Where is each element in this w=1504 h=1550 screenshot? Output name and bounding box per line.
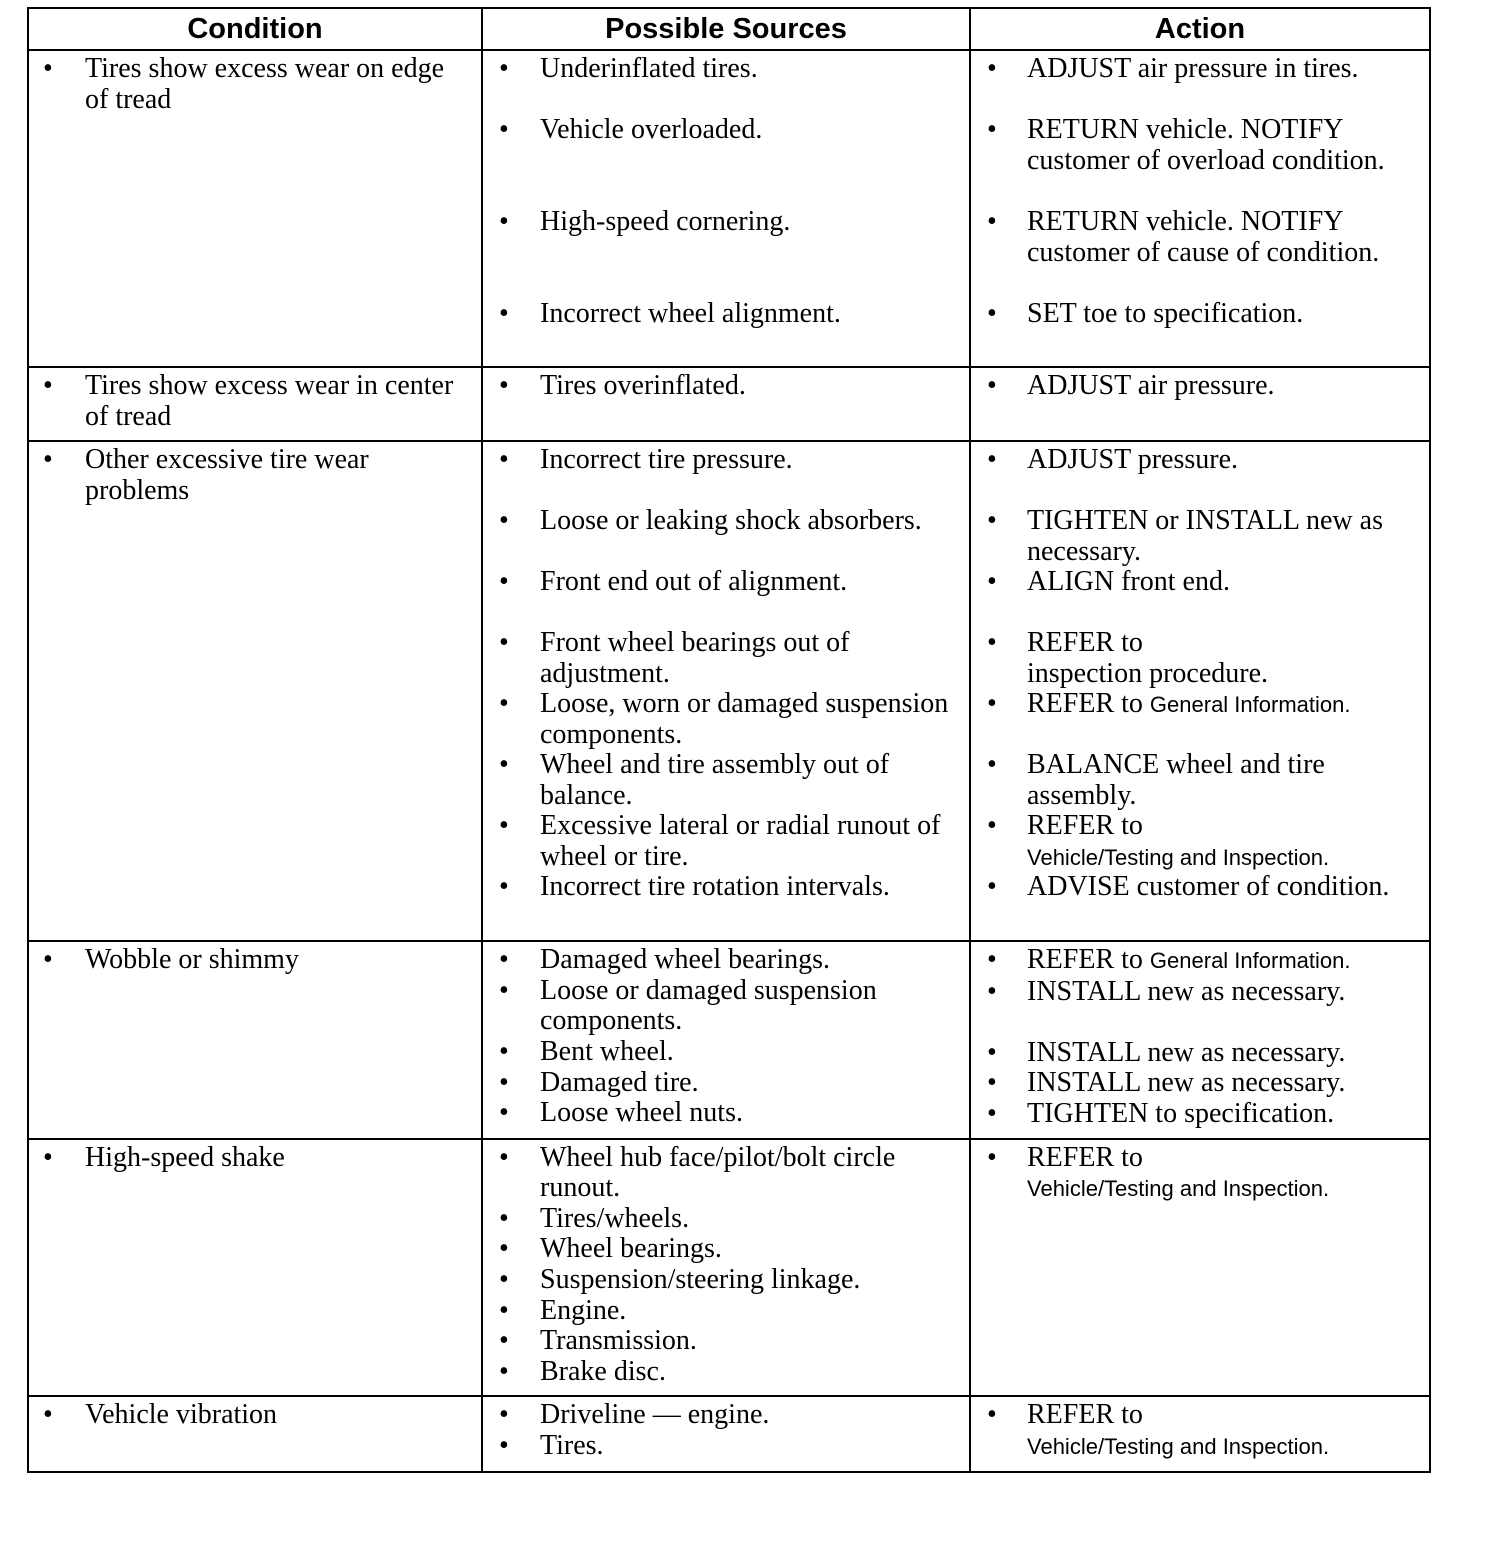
action-item xyxy=(971,811,1429,872)
source-text: Loose wheel nuts. xyxy=(540,1097,743,1129)
bullet-icon: • xyxy=(987,871,997,903)
source-item xyxy=(483,1204,969,1235)
bullet-icon: • xyxy=(499,566,509,598)
action-item xyxy=(971,115,1429,207)
action-text: REFER to xyxy=(1027,944,1143,976)
bullet-icon: • xyxy=(499,1429,509,1461)
bullet-icon: • xyxy=(987,627,997,659)
table-row xyxy=(28,941,1430,1138)
action-text: REFER to xyxy=(1027,1141,1143,1173)
diagnosis-table xyxy=(27,7,1431,1473)
action-cell xyxy=(970,367,1430,441)
table-row xyxy=(28,1139,1430,1397)
source-text: Front end out of alignment. xyxy=(540,566,848,598)
source-item xyxy=(483,506,969,567)
bullet-icon: • xyxy=(499,1325,509,1357)
action-item xyxy=(971,445,1429,506)
bullet-icon: • xyxy=(43,444,53,476)
source-text: Driveline — engine. xyxy=(540,1399,770,1431)
bullet-icon: • xyxy=(987,370,997,401)
action-text: REFER to xyxy=(1027,1399,1143,1431)
action-text: INSTALL new as necessary. xyxy=(1027,975,1346,1007)
source-item xyxy=(483,1431,969,1462)
bullet-icon: • xyxy=(987,53,997,84)
action-text-continued: inspection procedure. xyxy=(1027,657,1269,689)
source-item xyxy=(483,371,969,402)
bullet-icon: • xyxy=(43,944,53,976)
action-text: ADJUST air pressure. xyxy=(1027,370,1275,401)
action-cell xyxy=(970,941,1430,1138)
bullet-icon: • xyxy=(499,810,509,842)
action-text: RETURN vehicle. NOTIFY customer of overload condition. xyxy=(1027,114,1385,176)
action-item xyxy=(971,689,1429,750)
source-item xyxy=(483,1326,969,1357)
action-text-block xyxy=(1027,689,1423,721)
action-text: BALANCE wheel and tire assembly. xyxy=(1027,749,1325,811)
action-text: ALIGN front end. xyxy=(1027,566,1230,598)
source-text: Loose, worn or damaged suspension components. xyxy=(540,688,949,750)
source-item xyxy=(483,689,969,750)
source-item xyxy=(483,628,969,689)
action-text: ADJUST air pressure in tires. xyxy=(1027,53,1359,84)
source-text: Tires/wheels. xyxy=(540,1202,690,1234)
bullet-icon: • xyxy=(499,944,509,976)
bullet-icon: • xyxy=(987,1141,997,1173)
bullet-icon: • xyxy=(987,688,997,720)
reference-link[interactable]: General Information. xyxy=(1149,948,1351,974)
reference-link[interactable]: Vehicle/Testing and Inspection. xyxy=(1027,1433,1330,1459)
bullet-icon: • xyxy=(499,749,509,781)
bullet-icon: • xyxy=(499,1233,509,1265)
source-item xyxy=(483,445,969,506)
source-text: Underinflated tires. xyxy=(540,53,758,84)
bullet-icon: • xyxy=(499,444,509,476)
source-item xyxy=(483,811,969,872)
source-text: Wheel and tire assembly out of balance. xyxy=(540,749,890,811)
condition-cell xyxy=(28,441,482,941)
bullet-icon: • xyxy=(499,298,509,329)
condition-item xyxy=(29,945,481,976)
source-item xyxy=(483,207,969,299)
action-text: INSTALL new as necessary. xyxy=(1027,1067,1346,1099)
source-text: Transmission. xyxy=(540,1325,697,1357)
condition-text: Other excessive tire wear problems xyxy=(85,444,369,506)
bullet-icon: • xyxy=(987,1036,997,1068)
bullet-icon: • xyxy=(499,1294,509,1326)
bullet-icon: • xyxy=(499,1097,509,1129)
source-item xyxy=(483,976,969,1037)
bullet-icon: • xyxy=(499,688,509,720)
source-item xyxy=(483,1400,969,1431)
action-item xyxy=(971,1038,1429,1069)
source-item xyxy=(483,1068,969,1099)
sources-cell xyxy=(482,1139,970,1397)
condition-text: Vehicle vibration xyxy=(85,1399,278,1431)
action-text: TIGHTEN to specification. xyxy=(1027,1097,1335,1129)
bullet-icon: • xyxy=(987,1067,997,1099)
bullet-icon: • xyxy=(499,114,509,145)
condition-item xyxy=(29,1143,481,1174)
source-item xyxy=(483,54,969,115)
action-item xyxy=(971,628,1429,689)
reference-link[interactable]: Vehicle/Testing and Inspection. xyxy=(1027,1176,1330,1202)
action-item xyxy=(971,567,1429,628)
condition-cell xyxy=(28,50,482,367)
source-text: Incorrect wheel alignment. xyxy=(540,298,841,329)
bullet-icon: • xyxy=(43,1399,53,1431)
bullet-icon: • xyxy=(499,53,509,84)
action-item xyxy=(971,1400,1429,1462)
action-text: TIGHTEN or INSTALL new as necessary. xyxy=(1027,505,1383,567)
sources-cell xyxy=(482,50,970,367)
source-text: Tires overinflated. xyxy=(540,370,746,401)
action-text: REFER to xyxy=(1027,627,1143,659)
action-text-block xyxy=(1027,1143,1423,1205)
source-item xyxy=(483,1234,969,1265)
header-condition: Condition xyxy=(28,8,482,50)
header-action: Action xyxy=(970,8,1430,50)
bullet-icon: • xyxy=(987,944,997,976)
action-item xyxy=(971,506,1429,567)
bullet-icon: • xyxy=(499,505,509,537)
source-item xyxy=(483,750,969,811)
source-item xyxy=(483,1357,969,1388)
source-item xyxy=(483,1265,969,1296)
table-row xyxy=(28,367,1430,441)
action-text: SET toe to specification. xyxy=(1027,298,1304,329)
action-item xyxy=(971,299,1429,330)
condition-text: Tires show excess wear on edge of tread xyxy=(85,53,444,115)
bullet-icon: • xyxy=(987,975,997,1007)
source-text: Incorrect tire pressure. xyxy=(540,444,793,476)
bullet-icon: • xyxy=(499,370,509,401)
bullet-icon: • xyxy=(499,1141,509,1173)
source-text: Incorrect tire rotation intervals. xyxy=(540,871,890,903)
condition-cell xyxy=(28,1139,482,1397)
bullet-icon: • xyxy=(987,444,997,476)
condition-text: High-speed shake xyxy=(85,1141,285,1173)
action-text: REFER to xyxy=(1027,688,1143,720)
action-item xyxy=(971,207,1429,299)
source-text: Excessive lateral or radial runout of wheel or tire. xyxy=(540,810,941,872)
reference-link[interactable]: General Information. xyxy=(1149,692,1351,718)
bullet-icon: • xyxy=(499,1263,509,1295)
header-possible-sources: Possible Sources xyxy=(482,8,970,50)
table-row xyxy=(28,50,1430,367)
action-cell xyxy=(970,50,1430,367)
source-item xyxy=(483,1143,969,1204)
action-item xyxy=(971,1099,1429,1130)
condition-item xyxy=(29,445,481,506)
action-text-block xyxy=(1027,628,1423,689)
sources-cell xyxy=(482,941,970,1138)
bullet-icon: • xyxy=(987,206,997,237)
condition-cell xyxy=(28,1396,482,1471)
reference-link[interactable]: Vehicle/Testing and Inspection. xyxy=(1027,844,1330,870)
source-text: Loose or damaged suspension components. xyxy=(540,974,877,1037)
action-item xyxy=(971,54,1429,115)
action-text-block xyxy=(1027,945,1423,977)
action-text: RETURN vehicle. NOTIFY customer of cause of condition. xyxy=(1027,206,1380,268)
bullet-icon: • xyxy=(43,53,53,84)
source-text: Loose or leaking shock absorbers. xyxy=(540,505,922,537)
source-text: Tires. xyxy=(540,1429,604,1461)
source-text: Wheel hub face/pilot/bolt circle runout. xyxy=(540,1141,896,1204)
source-text: Wheel bearings. xyxy=(540,1233,722,1265)
action-item xyxy=(971,750,1429,811)
bullet-icon: • xyxy=(499,1066,509,1098)
action-text: REFER to xyxy=(1027,810,1143,842)
bullet-icon: • xyxy=(499,974,509,1006)
bullet-icon: • xyxy=(987,749,997,781)
source-text: Front wheel bearings out of adjustment. xyxy=(540,627,850,689)
action-cell xyxy=(970,1396,1430,1471)
condition-cell xyxy=(28,367,482,441)
condition-item xyxy=(29,1400,481,1431)
source-text: Vehicle overloaded. xyxy=(540,114,763,145)
condition-item xyxy=(29,371,481,432)
header-row xyxy=(28,8,1430,50)
source-item xyxy=(483,115,969,207)
source-text: Bent wheel. xyxy=(540,1035,674,1067)
source-text: Suspension/steering linkage. xyxy=(540,1263,861,1295)
source-item xyxy=(483,567,969,628)
action-text: ADJUST pressure. xyxy=(1027,444,1239,476)
condition-text: Tires show excess wear in center of tread xyxy=(85,370,454,432)
bullet-icon: • xyxy=(987,505,997,537)
sources-cell xyxy=(482,441,970,941)
bullet-icon: • xyxy=(43,370,53,401)
action-cell xyxy=(970,441,1430,941)
table-row xyxy=(28,441,1430,941)
source-item xyxy=(483,945,969,976)
bullet-icon: • xyxy=(987,810,997,842)
source-text: Engine. xyxy=(540,1294,627,1326)
action-text-block xyxy=(1027,1400,1423,1462)
condition-cell xyxy=(28,941,482,1138)
sources-cell xyxy=(482,367,970,441)
bullet-icon: • xyxy=(499,206,509,237)
source-text: High-speed cornering. xyxy=(540,206,791,237)
action-cell xyxy=(970,1139,1430,1397)
bullet-icon: • xyxy=(499,1202,509,1234)
condition-item xyxy=(29,54,481,115)
condition-text: Wobble or shimmy xyxy=(85,944,299,976)
action-item xyxy=(971,945,1429,977)
bullet-icon: • xyxy=(43,1141,53,1173)
source-item xyxy=(483,872,969,903)
bullet-icon: • xyxy=(987,114,997,145)
source-item xyxy=(483,1098,969,1129)
bullet-icon: • xyxy=(499,627,509,659)
bullet-icon: • xyxy=(499,871,509,903)
action-item xyxy=(971,1068,1429,1099)
source-text: Brake disc. xyxy=(540,1355,666,1387)
source-text: Damaged wheel bearings. xyxy=(540,944,830,976)
action-text: ADVISE customer of condition. xyxy=(1027,871,1390,903)
bullet-icon: • xyxy=(987,1097,997,1129)
action-item xyxy=(971,371,1429,402)
bullet-icon: • xyxy=(499,1035,509,1067)
bullet-icon: • xyxy=(987,298,997,329)
source-item xyxy=(483,1296,969,1327)
source-text: Damaged tire. xyxy=(540,1066,699,1098)
action-item xyxy=(971,977,1429,1038)
source-item xyxy=(483,1037,969,1068)
bullet-icon: • xyxy=(499,1399,509,1431)
sources-cell xyxy=(482,1396,970,1471)
action-text: INSTALL new as necessary. xyxy=(1027,1036,1346,1068)
action-item xyxy=(971,872,1429,903)
action-text-block xyxy=(1027,811,1423,873)
table-row xyxy=(28,1396,1430,1471)
source-item xyxy=(483,299,969,330)
bullet-icon: • xyxy=(987,566,997,598)
bullet-icon: • xyxy=(987,1399,997,1431)
action-item xyxy=(971,1143,1429,1205)
bullet-icon: • xyxy=(499,1355,509,1387)
